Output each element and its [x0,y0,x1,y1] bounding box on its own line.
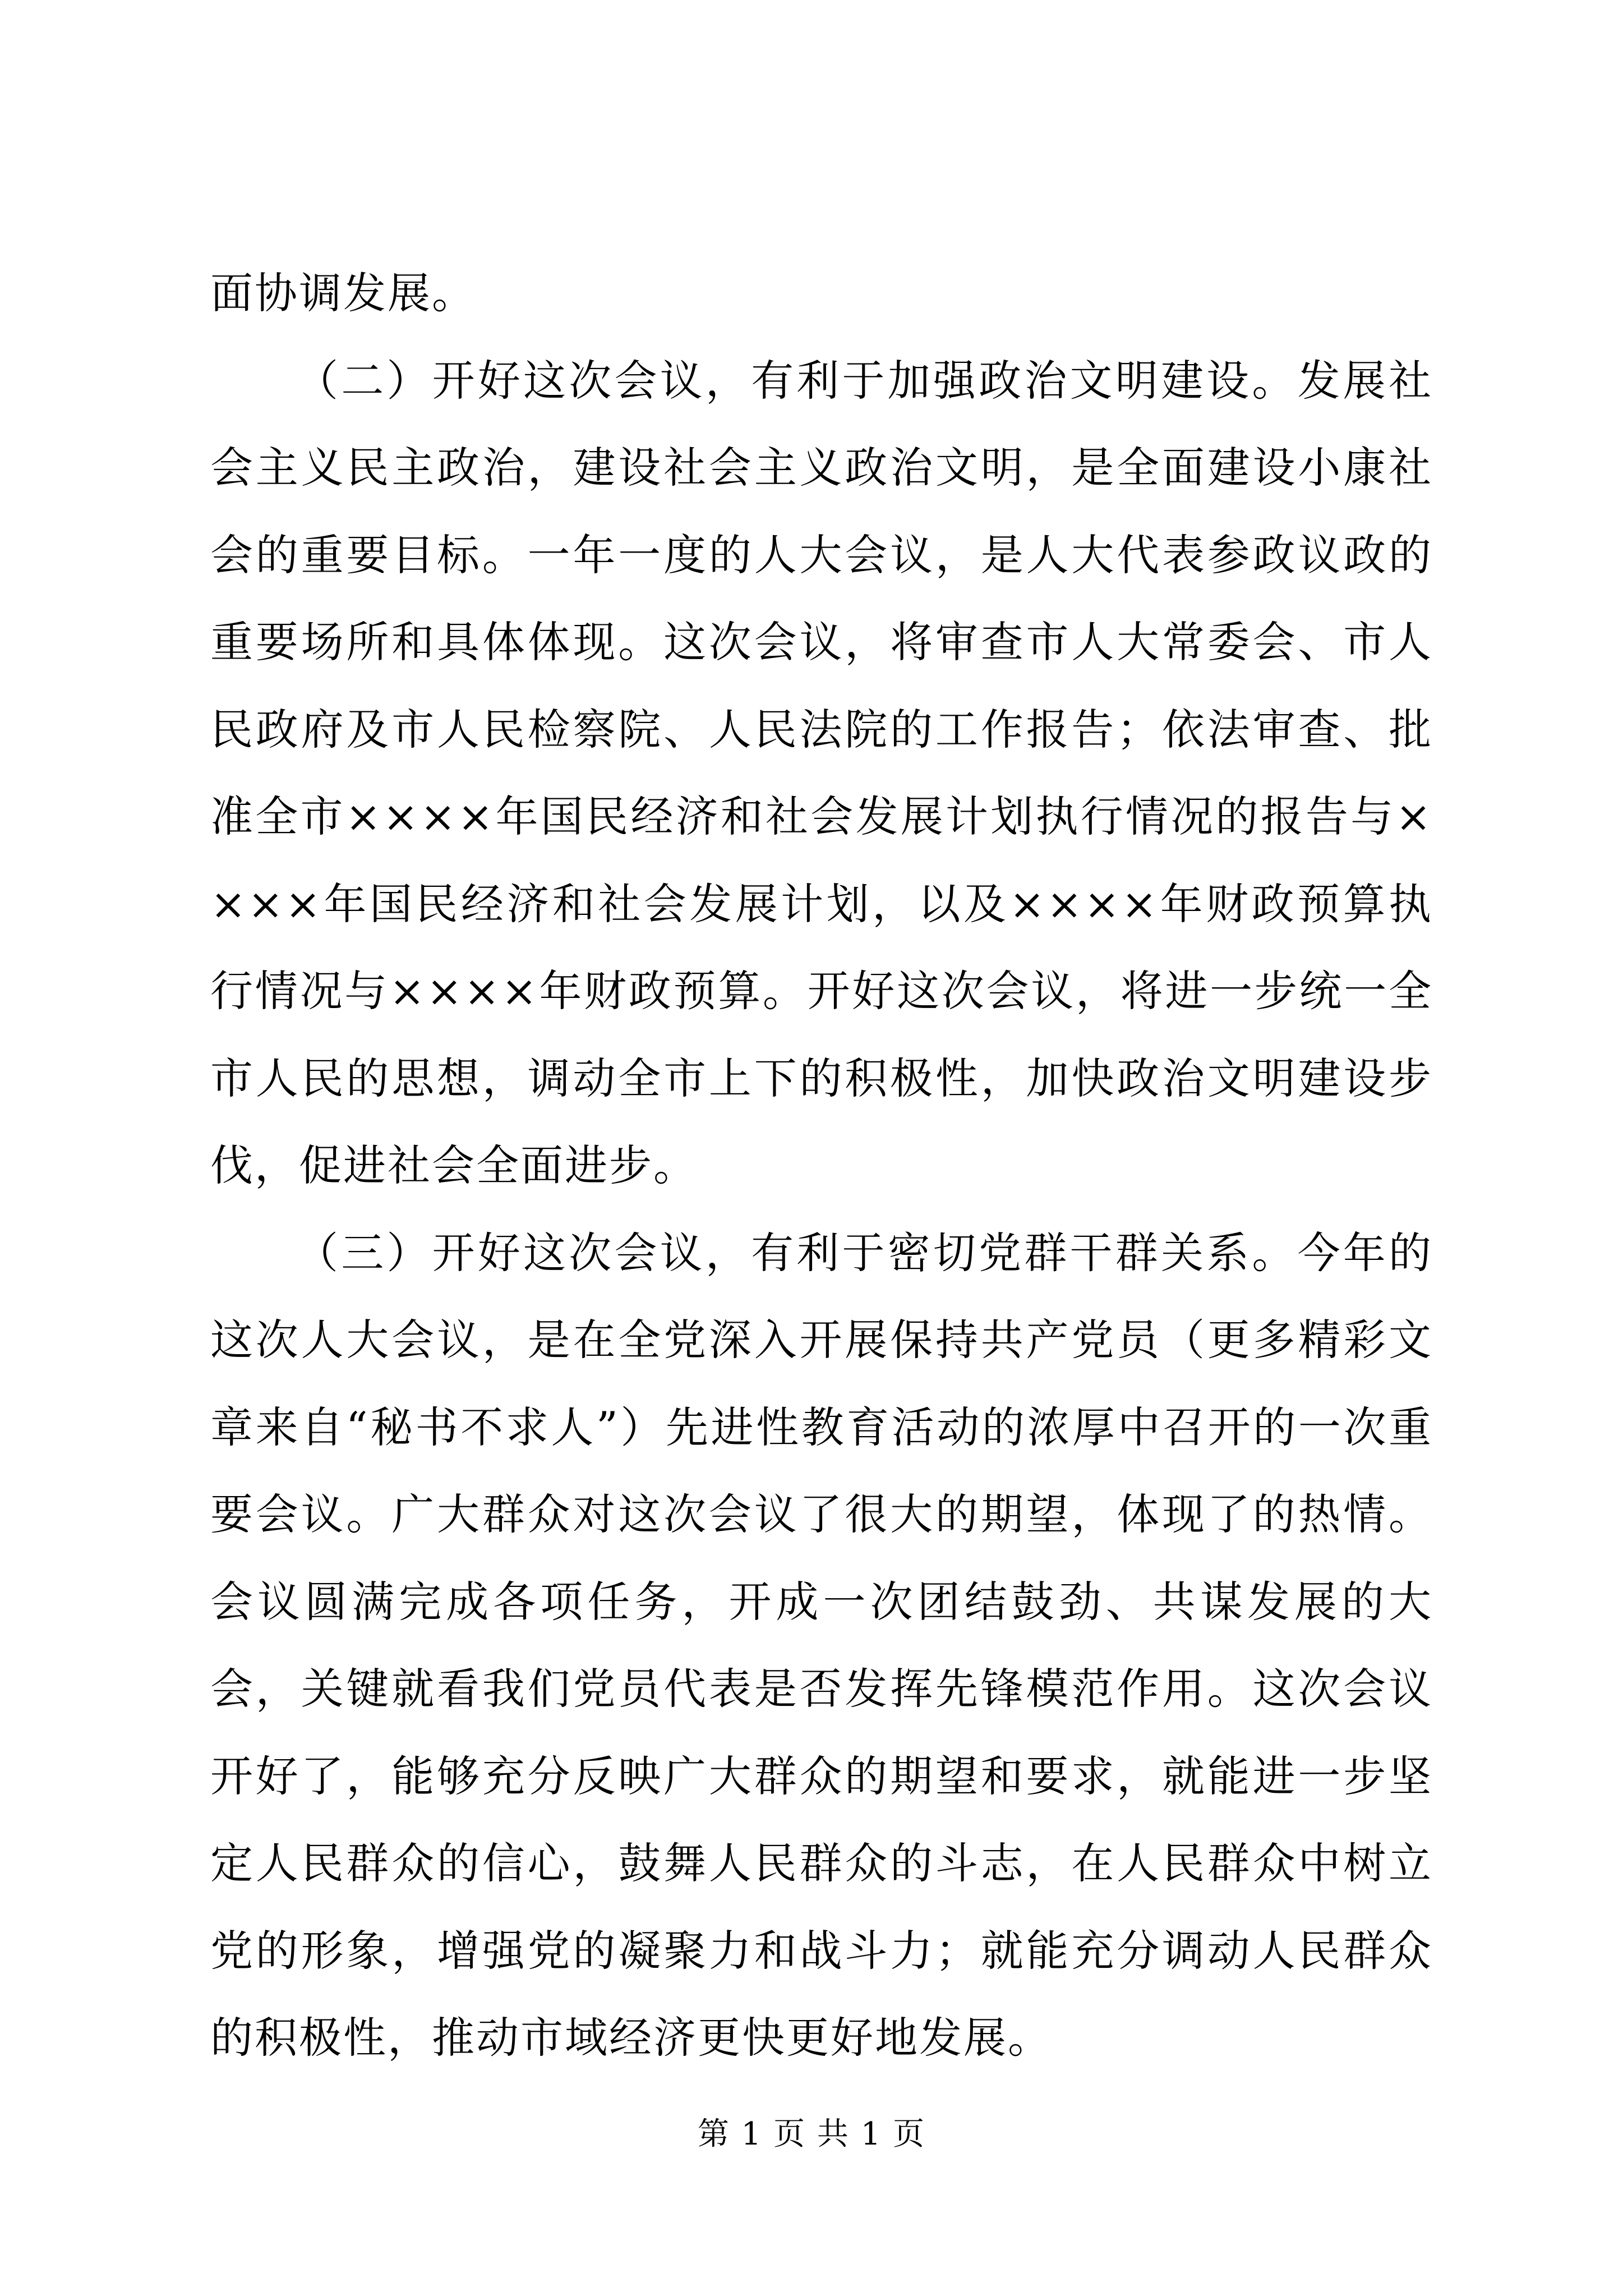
document-body [210,250,1433,2082]
paragraph-3: （三）开好这次会议，有利于密切党群干群关系。今年的这次人大会议，是在全党深入开展保持共产党员（更多精彩文章来自“秘书不求人”）先进性教育活动的浓厚中召开的一次重要会议。广大群众对这次会议了很大的期望，体现了的热情。会议圆满完成各项任务，开成一次团结鼓劲、共谋发展的大会，关键就看我们党员代表是否发挥先锋模范作用。这次会议开好了，能够充分反映广大群众的期望和要求，就能进一步坚定人民群众的信心，鼓舞人民群众的斗志，在人民群众中树立党的形象，增强党的凝聚力和战斗力；就能充分调动人民群众的积极性，推动市域经济更快更好地发展。 [210,1227,1433,2063]
paragraph-2: （二）开好这次会议，有利于加强政治文明建设。发展社会主义民主政治，建设社会主义政治文明，是全面建设小康社会的重要目标。一年一度的人大会议，是人大代表参政议政的重要场所和具体体现。这次会议，将审查市人大常委会、市人民政府及市人民检察院、人民法院的工作报告；依法审查、批准全市××××年国民经济和社会发展计划执行情况的报告与××××年国民经济和社会发展计划，以及××××年财政预算执行情况与××××年财政预算。开好这次会议，将进一步统一全市人民的思想，调动全市上下的积极性，加快政治文明建设步伐，促进社会全面进步。 [210,355,1433,1190]
page-footer: 第 1 页 共 1 页 [697,2116,926,2152]
paragraph-1: 面协调发展。 [210,268,476,318]
